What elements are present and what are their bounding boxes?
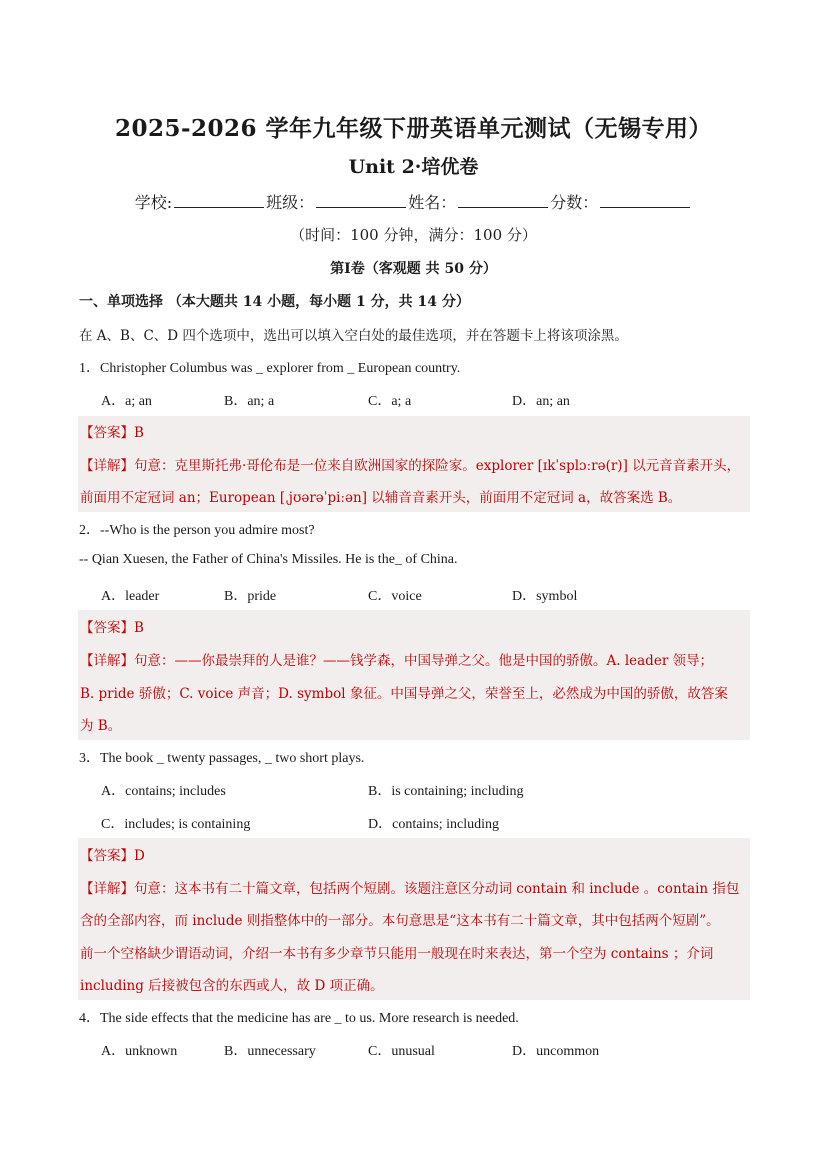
- q2-explain-line-2: B. pride 骄傲；C. voice 声音；D. symbol 象征。中国导弹之父，荣誉至上，必然成为中国的骄傲，故答案: [80, 686, 728, 702]
- page-subtitle: Unit 2·培优卷: [348, 156, 479, 178]
- question-1-stem: 1．Christopher Columbus was _ explorer from _ European country.: [79, 361, 461, 376]
- q3-answer: 【答案】D: [80, 848, 145, 864]
- q2-explain-line-3: 为 B。: [80, 718, 122, 734]
- q2-option-d: D．symbol: [512, 589, 578, 604]
- question-4-stem: 4．The side effects that the medicine has are _ to us. More research is needed.: [79, 1011, 519, 1026]
- time-info: （时间：100 分钟，满分：100 分）: [290, 226, 537, 244]
- q3-explain-line-1: 【详解】句意：这本书有二十篇文章，包括两个短剧。该题注意区分动词 contain 和 include 。contain 指包: [80, 881, 740, 897]
- q4-option-d: D．uncommon: [512, 1044, 600, 1059]
- q2-option-a: A．leader: [101, 589, 160, 604]
- q1-explain-line-1: 【详解】句意：克里斯托弗·哥伦布是一位来自欧洲国家的探险家。explorer [ɪkˈsplɔːrə(r)] 以元音音素开头，: [80, 458, 741, 474]
- score-label: 分数：: [550, 193, 599, 212]
- q3-explain-line-4: including 后接被包含的东西或人，故 D 项正确。: [80, 978, 384, 994]
- q2-answer-box: [78, 610, 750, 740]
- question-3-stem: 3．The book _ twenty passages, _ two short plays.: [79, 751, 365, 766]
- q3-explain-line-2: 含的全部内容，而 include 则指整体中的一部分。本句意思是“这本书有二十篇文章，其中包括两个短剧”。: [80, 913, 720, 929]
- name-label: 姓名：: [408, 193, 457, 212]
- instruction-text: 在 A、B、C、D 四个选项中，选出可以填入空白处的最佳选项，并在答题卡上将该项涂黑。: [79, 328, 628, 344]
- part-title: 一、单项选择 （本大题共 14 小题，每小题 1 分，共 14 分）: [79, 294, 470, 310]
- q1-option-c: C．a; a: [368, 394, 412, 409]
- q1-answer: 【答案】B: [80, 425, 144, 441]
- q2-answer: 【答案】B: [80, 620, 144, 636]
- q2-option-c: C．voice: [368, 589, 422, 604]
- q1-answer-box: [78, 416, 750, 512]
- class-blank: [316, 191, 406, 208]
- school-blank: [174, 191, 264, 208]
- q4-option-a: A．unknown: [101, 1044, 178, 1059]
- q3-option-a: A．contains; includes: [101, 784, 226, 799]
- q1-option-d: D．an; an: [512, 394, 570, 409]
- student-info-row: [0, 190, 827, 213]
- section-title: 第I卷（客观题 共 50 分）: [330, 261, 497, 277]
- q1-option-a: A．a; an: [101, 394, 152, 409]
- q4-option-c: C．unusual: [368, 1044, 435, 1059]
- q2-option-b: B．pride: [224, 589, 277, 604]
- question-2-stem-line-2: -- Qian Xuesen, the Father of China's Missiles. He is the_ of China.: [79, 552, 458, 567]
- q3-option-b: B．is containing; including: [368, 784, 524, 799]
- q1-explain-line-2: 前面用不定冠词 an；European [ˌjʊərəˈpiːən] 以辅音音素开头，前面用不定冠词 a，故答案选 B。: [80, 490, 682, 506]
- q4-option-b: B．unnecessary: [224, 1044, 316, 1059]
- name-blank: [458, 191, 548, 208]
- page-title: 2025-2026 学年九年级下册英语单元测试（无锡专用）: [114, 115, 713, 142]
- q3-answer-box: [78, 838, 750, 1000]
- class-label: 班级：: [266, 193, 315, 212]
- q2-explain-line-1: 【详解】句意：——你最崇拜的人是谁？——钱学森，中国导弹之父。他是中国的骄傲。A. leader 领导；: [80, 653, 714, 669]
- question-2-stem: 2．--Who is the person you admire most?: [79, 523, 315, 538]
- score-blank: [600, 191, 690, 208]
- q1-option-b: B．an; a: [224, 394, 275, 409]
- q3-option-d: D．contains; including: [368, 817, 500, 832]
- school-label: 学校:: [134, 193, 173, 212]
- q3-explain-line-3: 前一个空格缺少谓语动词，介绍一本书有多少章节只能用一般现在时来表达，第一个空为 contains ；介词: [80, 946, 714, 962]
- q3-option-c: C．includes; is containing: [101, 817, 251, 832]
